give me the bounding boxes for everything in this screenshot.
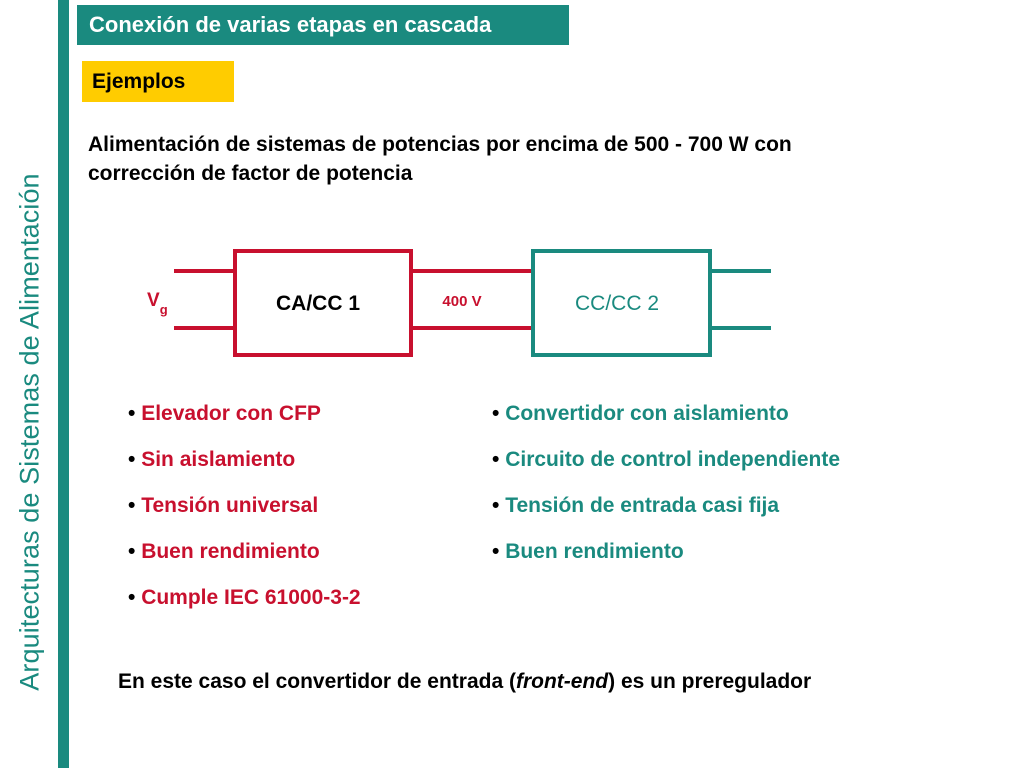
conclusion-text bbox=[118, 670, 811, 694]
list-item: • Convertidor con aislamiento bbox=[492, 402, 789, 425]
block1-label: CA/CC 1 bbox=[275, 292, 361, 315]
block2-label: CC/CC 2 bbox=[574, 292, 660, 315]
input-voltage-subscript: g bbox=[159, 302, 168, 317]
list-item: • Buen rendimiento bbox=[492, 540, 684, 563]
intro-line-1: Alimentación de sistemas de potencias por encima de 500 - 700 W con bbox=[88, 133, 792, 156]
conclusion-emphasis: front-end bbox=[515, 670, 609, 693]
list-item: • Sin aislamiento bbox=[128, 448, 296, 471]
list-item: • Tensión de entrada casi fija bbox=[492, 494, 780, 517]
list-item: • Elevador con CFP bbox=[128, 402, 321, 425]
conclusion-suffix: ) es un preregulador bbox=[608, 670, 812, 693]
vertical-title-text: Arquitecturas de Sistemas de Alimentación bbox=[14, 173, 45, 691]
list-item: • Cumple IEC 61000-3-2 bbox=[128, 586, 361, 609]
right-bullet-list bbox=[492, 391, 840, 575]
input-voltage-label bbox=[147, 290, 168, 317]
bus-voltage-label: 400 V bbox=[442, 293, 482, 310]
list-item: • Tensión universal bbox=[128, 494, 319, 517]
conclusion-prefix: En este caso el convertidor de entrada ( bbox=[118, 670, 516, 693]
section-tag: Ejemplos bbox=[82, 61, 234, 102]
left-bullet-list bbox=[128, 391, 361, 621]
list-item: • Buen rendimiento bbox=[128, 540, 320, 563]
slide-title: Conexión de varias etapas en cascada bbox=[77, 5, 569, 45]
input-voltage-symbol: V bbox=[147, 290, 160, 311]
list-item: • Circuito de control independiente bbox=[492, 448, 841, 471]
intro-line-2: corrección de factor de potencia bbox=[88, 162, 413, 185]
